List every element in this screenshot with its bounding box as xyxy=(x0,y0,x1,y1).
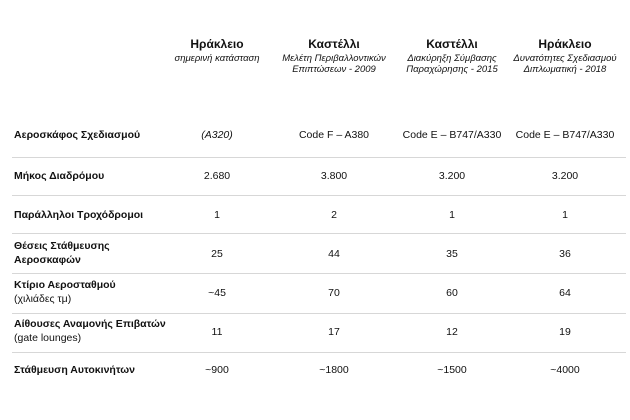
row-divider xyxy=(12,352,626,353)
column-place: Καστέλλι xyxy=(308,37,360,51)
table-row-parallel-taxiways xyxy=(0,209,630,239)
cell-value: 1 xyxy=(449,209,455,221)
cell-value: 64 xyxy=(559,287,571,299)
row-label xyxy=(14,279,189,306)
row-label-main: Μήκος Διαδρόμου xyxy=(14,170,105,182)
cell-value: 1 xyxy=(214,209,220,221)
column-headers xyxy=(0,38,630,78)
row-divider xyxy=(12,273,626,274)
cell-value: 70 xyxy=(328,287,340,299)
cell-value: Code F – A380 xyxy=(298,129,370,141)
row-label xyxy=(14,364,189,378)
column-subtitle: σημερινή κατάσταση xyxy=(174,52,260,64)
column-place: Ηράκλειο xyxy=(538,37,592,51)
row-label-note: (gate lounges) xyxy=(14,331,82,344)
row-label xyxy=(14,209,189,223)
cell-value: Code E – B747/A330 xyxy=(402,129,502,141)
cell-value: ~900 xyxy=(205,364,229,376)
table-row-design-aircraft xyxy=(0,127,630,157)
row-label-main: Θέσεις Στάθμευσης Αεροσκαφών xyxy=(14,240,110,266)
cell-value: 19 xyxy=(559,326,571,338)
cell-value: 2.680 xyxy=(203,170,231,182)
cell-value: 3.200 xyxy=(551,170,579,182)
row-label xyxy=(14,240,124,267)
row-label-note: (χιλιάδες τμ) xyxy=(14,292,72,305)
cell-value: 25 xyxy=(211,248,223,260)
row-label-main: Παράλληλοι Τροχόδρομοι xyxy=(14,209,144,221)
row-label xyxy=(14,170,189,184)
column-header-heraklion-2018 xyxy=(505,38,625,76)
row-divider xyxy=(12,233,626,234)
cell-value: 3.200 xyxy=(438,170,466,182)
cell-value: ~4000 xyxy=(550,364,580,376)
row-label-main: Στάθμευση Αυτοκινήτων xyxy=(14,364,135,376)
table-row-aircraft-stands xyxy=(0,240,630,274)
row-label-main: Κτίριο Αεροσταθμού xyxy=(14,279,116,291)
column-subtitle: Μελέτη Περιβαλλοντικών Επιπτώσεων - 2009 xyxy=(282,52,386,75)
cell-value: 1 xyxy=(562,209,568,221)
row-divider xyxy=(12,157,626,158)
row-divider xyxy=(12,195,626,196)
row-divider xyxy=(12,313,626,314)
table-row-gate-lounges xyxy=(0,318,630,352)
cell-value: ~45 xyxy=(208,287,226,299)
cell-value: 3.800 xyxy=(320,170,348,182)
column-header-kastelli-2009 xyxy=(274,38,394,76)
row-label xyxy=(14,129,189,143)
column-place: Ηράκλειο xyxy=(190,37,244,51)
column-header-kastelli-2015 xyxy=(392,38,512,76)
cell-value: 44 xyxy=(328,248,340,260)
row-label-main: Αεροσκάφος Σχεδιασμού xyxy=(14,129,141,141)
cell-value: 35 xyxy=(446,248,458,260)
cell-value: ~1800 xyxy=(319,364,349,376)
cell-value: (A320) xyxy=(201,129,233,141)
cell-value: Code E – B747/A330 xyxy=(515,129,615,141)
column-subtitle: Δυνατότητες Σχεδιασμού Διπλωματική - 2018 xyxy=(513,52,617,75)
cell-value: 11 xyxy=(211,326,223,338)
cell-value: 60 xyxy=(446,287,458,299)
table-row-car-parking xyxy=(0,364,630,394)
column-place: Καστέλλι xyxy=(426,37,478,51)
cell-value: ~1500 xyxy=(437,364,467,376)
row-label xyxy=(14,318,189,345)
column-header-heraklion-current xyxy=(171,38,263,65)
column-subtitle: Διακύρηξη Σύμβασης Παραχώρησης - 2015 xyxy=(406,52,498,75)
table-row-terminal-building xyxy=(0,279,630,313)
cell-value: 17 xyxy=(328,326,340,338)
cell-value: 2 xyxy=(331,209,337,221)
cell-value: 36 xyxy=(559,248,571,260)
cell-value: 12 xyxy=(446,326,458,338)
row-label-main: Αίθουσες Αναμονής Επιβατών xyxy=(14,318,166,330)
